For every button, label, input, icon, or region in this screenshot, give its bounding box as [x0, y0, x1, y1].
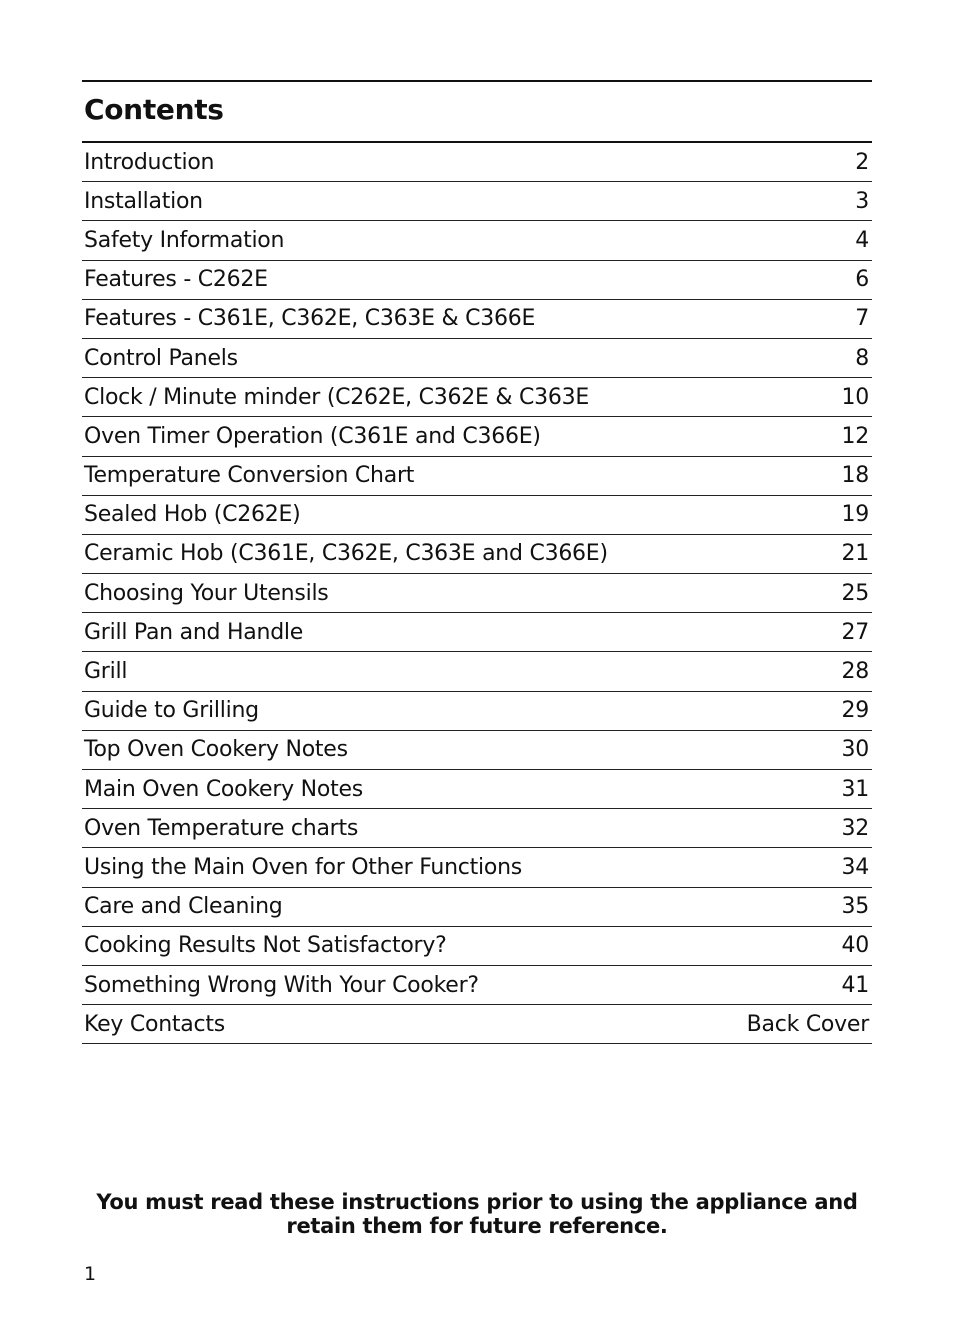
page-number: 1	[84, 1263, 97, 1285]
toc-entry-label: Top Oven Cookery Notes	[84, 737, 348, 763]
toc-entry-label: Introduction	[84, 149, 215, 175]
toc-entry	[82, 496, 872, 535]
toc-entry-page: 18	[841, 463, 869, 489]
toc-entry-page: 2	[855, 149, 869, 175]
toc-entry	[82, 613, 872, 652]
toc-entry-label: Oven Temperature charts	[84, 815, 359, 841]
toc-entry-page: 30	[841, 737, 869, 763]
toc-list	[82, 143, 872, 1044]
toc-entry	[82, 182, 872, 221]
toc-entry-label: Cooking Results Not Satisfactory?	[84, 933, 447, 959]
toc-entry-label: Using the Main Oven for Other Functions	[84, 854, 522, 880]
toc-entry-page: Back Cover	[746, 1011, 869, 1037]
toc-entry-page: 12	[841, 423, 869, 449]
toc-entry	[82, 1005, 872, 1044]
toc-entry-label: Temperature Conversion Chart	[84, 463, 415, 489]
toc-entry-page: 29	[841, 698, 869, 724]
toc-entry-label: Ceramic Hob (C361E, C362E, C363E and C366E)	[84, 541, 608, 567]
toc-entry	[82, 731, 872, 770]
toc-entry-label: Care and Cleaning	[84, 894, 283, 920]
toc-entry	[82, 339, 872, 378]
toc-entry	[82, 221, 872, 260]
toc-entry-page: 31	[841, 776, 869, 802]
toc-entry-label: Sealed Hob (C262E)	[84, 502, 301, 528]
toc-entry-label: Guide to Grilling	[84, 698, 259, 724]
toc-entry-page: 8	[855, 345, 869, 371]
toc-entry-label: Main Oven Cookery Notes	[84, 776, 363, 802]
toc-entry-page: 34	[841, 854, 869, 880]
toc-entry	[82, 809, 872, 848]
toc-entry	[82, 966, 872, 1005]
toc-entry-label: Choosing Your Utensils	[84, 580, 329, 606]
toc-entry-page: 28	[841, 659, 869, 685]
toc-entry-label: Control Panels	[84, 345, 238, 371]
toc-entry-page: 3	[855, 188, 869, 214]
toc-entry-page: 41	[841, 972, 869, 998]
toc-entry	[82, 261, 872, 300]
toc-entry-label: Grill	[84, 659, 128, 685]
toc-entry-label: Oven Timer Operation (C361E and C366E)	[84, 423, 541, 449]
table-of-contents	[82, 80, 872, 1044]
toc-entry-label: Something Wrong With Your Cooker?	[84, 972, 479, 998]
toc-entry-page: 25	[841, 580, 869, 606]
toc-entry	[82, 770, 872, 809]
toc-entry	[82, 692, 872, 731]
toc-entry	[82, 652, 872, 691]
toc-entry	[82, 927, 872, 966]
toc-entry-page: 7	[855, 306, 869, 332]
toc-entry-page: 6	[855, 267, 869, 293]
toc-entry	[82, 535, 872, 574]
toc-entry-page: 10	[841, 384, 869, 410]
toc-entry	[82, 417, 872, 456]
toc-entry-label: Installation	[84, 188, 203, 214]
toc-entry-page: 27	[841, 619, 869, 645]
toc-entry-page: 35	[841, 894, 869, 920]
toc-entry-label: Grill Pan and Handle	[84, 619, 304, 645]
toc-entry-label: Safety Information	[84, 227, 285, 253]
toc-entry-label: Key Contacts	[84, 1011, 225, 1037]
toc-entry-label: Features - C361E, C362E, C363E & C366E	[84, 306, 536, 332]
toc-entry	[82, 848, 872, 887]
toc-entry	[82, 574, 872, 613]
toc-entry-page: 4	[855, 227, 869, 253]
instructions-notice: You must read these instructions prior to using the appliance and retain them for future reference.	[96, 1190, 858, 1238]
toc-entry	[82, 888, 872, 927]
toc-entry	[82, 300, 872, 339]
toc-entry-page: 21	[841, 541, 869, 567]
page-title: Contents	[82, 82, 872, 143]
toc-entry-page: 40	[841, 933, 869, 959]
toc-entry	[82, 143, 872, 182]
toc-entry-page: 19	[841, 502, 869, 528]
toc-entry	[82, 378, 872, 417]
toc-entry	[82, 457, 872, 496]
toc-entry-label: Clock / Minute minder (C262E, C362E & C363E	[84, 384, 590, 410]
toc-entry-page: 32	[841, 815, 869, 841]
toc-entry-label: Features - C262E	[84, 267, 268, 293]
